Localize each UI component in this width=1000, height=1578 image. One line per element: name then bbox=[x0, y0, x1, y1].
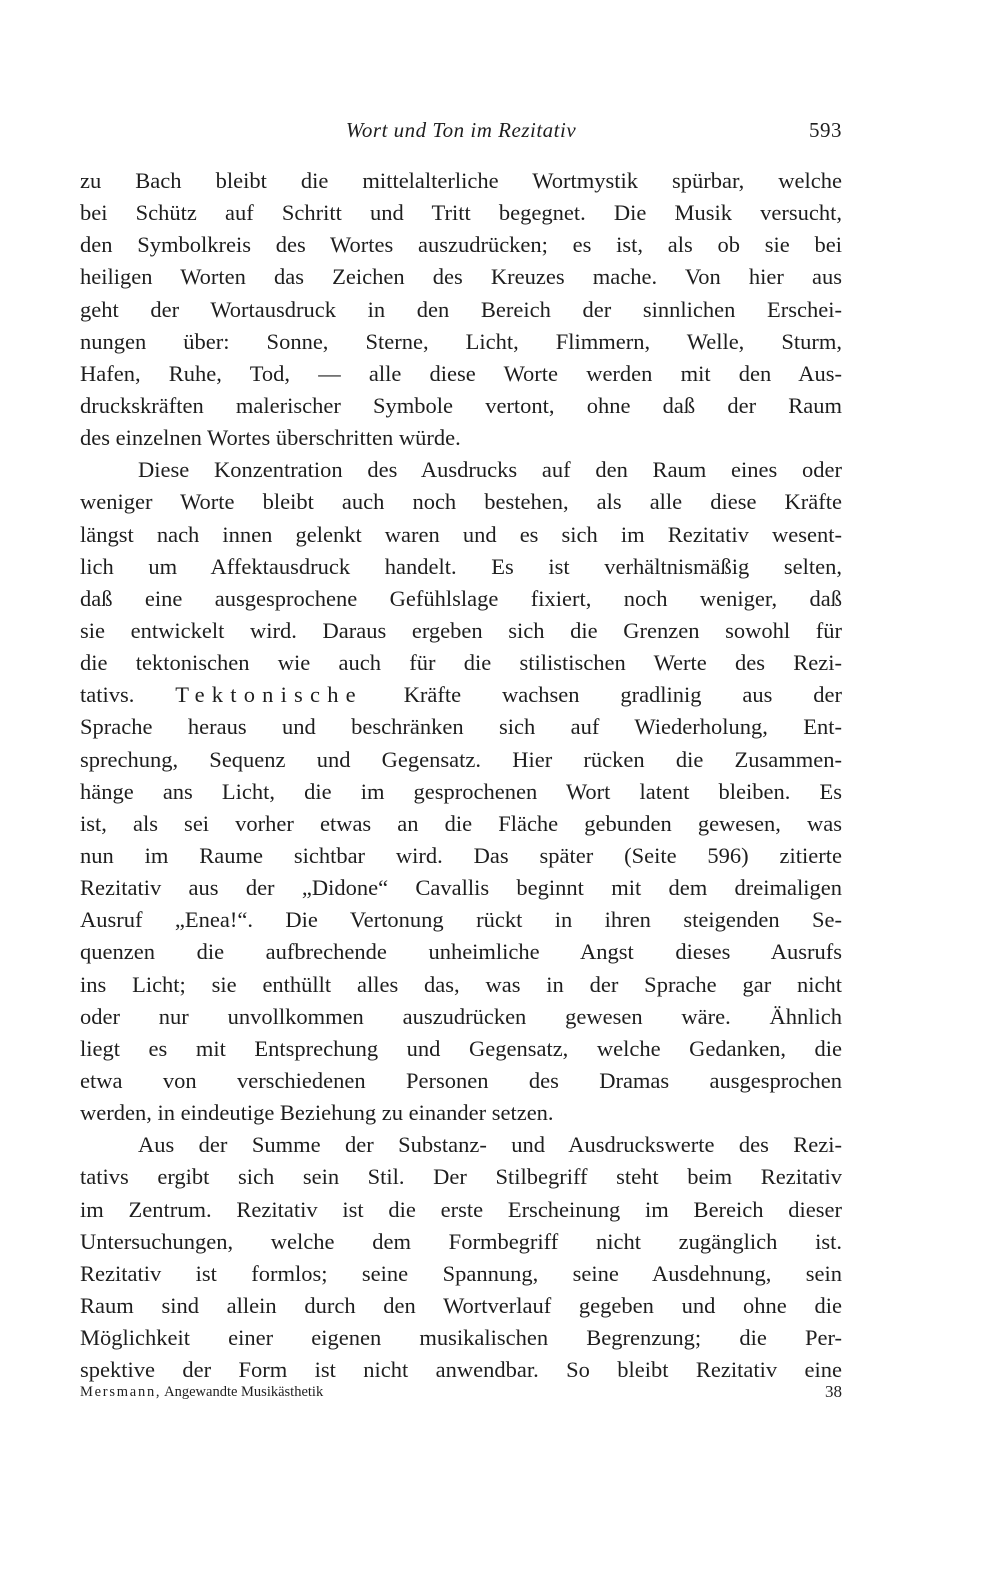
text-line: des einzelnen Wortes überschritten würde. bbox=[80, 425, 461, 451]
text-line: Aus der Summe der Substanz- und Ausdruckswerte des Rezi- bbox=[138, 1132, 842, 1158]
text-line: nungen über: Sonne, Sterne, Licht, Flimmern, Welle, Sturm, bbox=[80, 328, 842, 354]
text-line: Rezitativ ist formlos; seine Spannung, seine Ausdehnung, sein bbox=[80, 1260, 842, 1286]
text-line: liegt es mit Entsprechung und Gegensatz, welche Gedanken, die bbox=[80, 1035, 842, 1061]
footer-author: Mersmann, bbox=[80, 1384, 162, 1400]
text-line: tativs ergibt sich sein Stil. Der Stilbegriff steht beim Rezitativ bbox=[80, 1164, 842, 1190]
text-line: Sprache heraus und beschränken sich auf Wiederholung, Ent- bbox=[80, 714, 842, 740]
text-line: Diese Konzentration des Ausdrucks auf den Raum eines oder bbox=[138, 457, 842, 483]
text-line: oder nur unvollkommen auszudrücken gewesen wäre. Ähnlich bbox=[80, 1003, 842, 1029]
emphasized-word: Tektonische bbox=[175, 682, 363, 708]
text-line: Raum sind allein durch den Wortverlauf gegeben und ohne die bbox=[80, 1292, 842, 1318]
text-line: den Symbolkreis des Wortes auszudrücken; es ist, als ob sie bei bbox=[80, 232, 842, 258]
text-line: heiligen Worten das Zeichen des Kreuzes mache. Von hier aus bbox=[80, 264, 842, 290]
text-line: Rezitativ aus der „Didone“ Cavallis beginnt mit dem dreimaligen bbox=[80, 875, 842, 901]
text-line: etwa von verschiedenen Personen des Dramas ausgesprochen bbox=[80, 1067, 842, 1093]
text-line: geht der Wortausdruck in den Bereich der sinnlichen Erschei- bbox=[80, 296, 842, 322]
text-line: ist, als sei vorher etwas an die Fläche gebunden gewesen, was bbox=[80, 810, 842, 836]
text-line: lich um Affektausdruck handelt. Es ist verhältnismäßig selten, bbox=[80, 553, 842, 579]
text-line: daß eine ausgesprochene Gefühlslage fixiert, noch weniger, daß bbox=[80, 585, 842, 611]
running-title: Wort und Ton im Rezitativ bbox=[345, 118, 577, 142]
text-line: spektive der Form ist nicht anwendbar. So bleibt Rezitativ eine bbox=[80, 1357, 842, 1383]
paragraph-3 bbox=[80, 1129, 842, 1386]
text-fragment: Kräfte wachsen gradlinig aus der bbox=[403, 682, 842, 708]
body-text bbox=[80, 165, 842, 1386]
text-line: druckskräften malerischer Symbole vertont, ohne daß der Raum bbox=[80, 392, 842, 418]
text-line: bei Schütz auf Schritt und Tritt begegnet. Die Musik versucht, bbox=[80, 200, 842, 226]
text-line: Ausruf „Enea!“. Die Vertonung rückt in ihren steigenden Se- bbox=[80, 907, 842, 933]
page-number: 593 bbox=[809, 118, 842, 142]
text-line: weniger Worte bleibt auch noch bestehen, als alle diese Kräfte bbox=[80, 489, 842, 515]
text-line: im Zentrum. Rezitativ ist die erste Erscheinung im Bereich dieser bbox=[80, 1196, 842, 1222]
text-line: Hafen, Ruhe, Tod, — alle diese Worte werden mit den Aus- bbox=[80, 360, 842, 386]
running-head bbox=[80, 118, 842, 148]
signature-mark: 38 bbox=[825, 1382, 842, 1401]
text-fragment: tativs. bbox=[80, 682, 135, 708]
text-line: sprechung, Sequenz und Gegensatz. Hier rücken die Zusammen- bbox=[80, 746, 842, 772]
text-line: hänge ans Licht, die im gesprochenen Wort latent bleiben. Es bbox=[80, 778, 842, 804]
page-footer bbox=[80, 1384, 842, 1408]
text-line: zu Bach bleibt die mittelalterliche Wortmystik spürbar, welche bbox=[80, 168, 842, 193]
text-line: Möglichkeit einer eigenen musikalischen Begrenzung; die Per- bbox=[80, 1325, 842, 1351]
paragraph-2 bbox=[80, 454, 842, 1129]
text-line: ins Licht; sie enthüllt alles das, was in der Sprache gar nicht bbox=[80, 971, 842, 997]
text-line: die tektonischen wie auch für die stilistischen Werte des Rezi- bbox=[80, 650, 842, 676]
footer-book-title: Angewandte Musikästhetik bbox=[164, 1384, 324, 1400]
text-line: quenzen die aufbrechende unheimliche Angst dieses Ausrufs bbox=[80, 939, 842, 965]
text-line: längst nach innen gelenkt waren und es sich im Rezitativ wesent- bbox=[80, 521, 842, 547]
paragraph-1 bbox=[80, 165, 842, 454]
text-line: sie entwickelt wird. Daraus ergeben sich die Grenzen sowohl für bbox=[80, 617, 842, 643]
footer-reference bbox=[80, 1384, 323, 1401]
text-line-spaced bbox=[80, 679, 842, 711]
text-line: nun im Raume sichtbar wird. Das später (Seite 596) zitierte bbox=[80, 842, 842, 868]
text-line: Untersuchungen, welche dem Formbegriff nicht zugänglich ist. bbox=[80, 1228, 842, 1254]
text-line: werden, in eindeutige Beziehung zu einander setzen. bbox=[80, 1100, 554, 1126]
